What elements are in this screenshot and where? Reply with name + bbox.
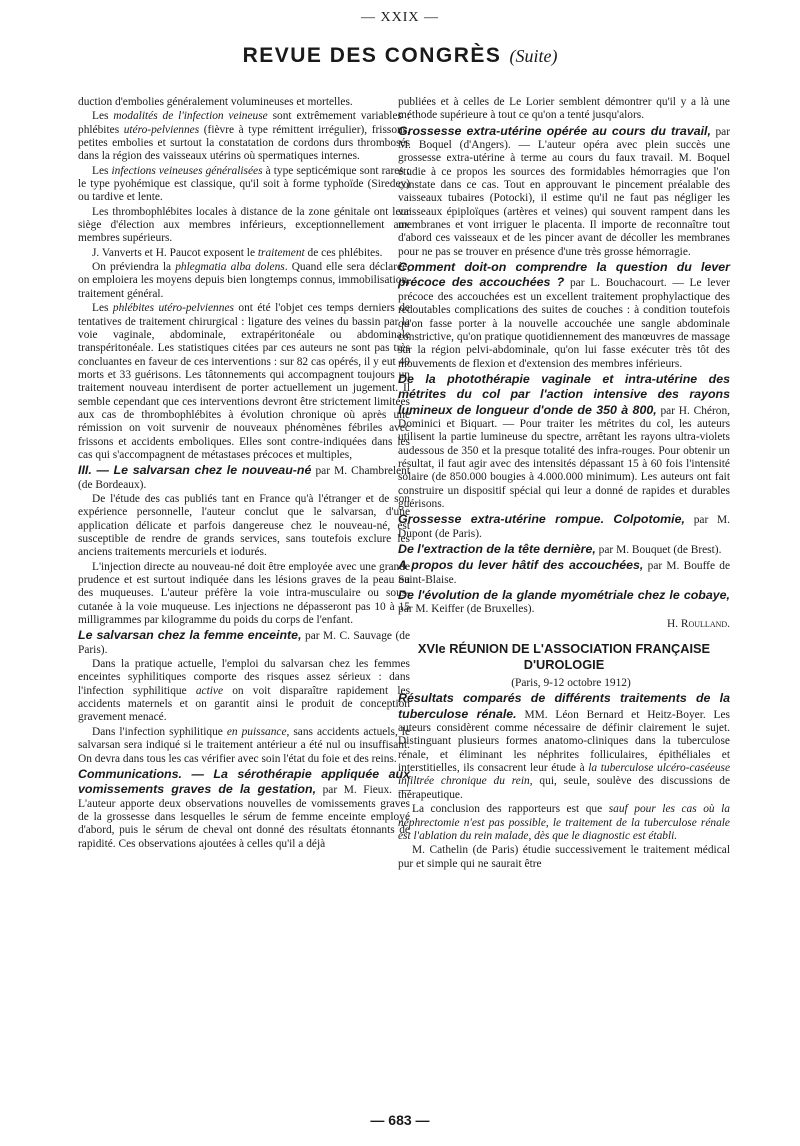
- paragraph: L'injection directe au nouveau-né doit être employée avec une grande prudence et est surtout indiquée dans les lésions graves de la peau ou des muqueuses. L'auteur préfère la voie intra-musculaire ou sous-cutanée à la voie muqueuse. Les injections ne dépasseront pas 10 à 15 milligrammes par kilogramme du poids du corps de l'enfant.: [78, 560, 410, 627]
- paragraph: Les infections veineuses généralisées à type septicémique sont rares : le type pyohémique est classique, qu'il soit à forme typhoïde (Siredey) ou tardive et lente.: [78, 164, 410, 204]
- page-roman-numeral: — XXIX —: [361, 10, 439, 25]
- right-column: publiées et à celles de Le Lorier semblent démontrer qu'il y a là une méthode supérieure à tout ce qu'on a tenté jusqu'alors. Grossesse extra-utérine opérée au cours du travail, par M. Boquel (d'Angers). — L'auteur opéra avec plein succès une grossesse extra-utérine à terme au cours du faux travail. M. Boquel étudie à ce propos les sources des formidables hémorragies que l'on constate dans ce cas. Tout en approuvant le pincement préalable des vaisseaux tubaires (Potocki), il estime qu'il ne faut pas négliger les vaisseaux épiploïques (artères et veines) qui souvent rampent dans les membranes et vont irriguer le placenta. Il importe de reconnaître tout d'abord ces vaisseaux et de les pincer avant de décoller les membranes pour ne pas se trouver en présence d'une très grosse hémorragie. Comment doit-on comprendre la question du lever précoce des accouchées ? par L. Bouchacourt. — Le lever précoce des accouchées est un excellent traitement prophylactique des redoutables complications des suites de couches : à condition toutefois qu'on fasse porter à la nouvelle accouchée une sangle abdominale constrictive, qu'on pratique quotidiennement des manœuvres de massage sur la région pelvi-abdominale, qu'on lui fasse exécuter très tôt des mouvements de flexion et d'extension des membres inférieurs. De la photothérapie vaginale et intra-utérine des métrites du col par l'action intensive des rayons lumineux de longueur d'onde de 350 à 800, par H. Chéron, Dominici et Biquart. — Pour traiter les métrites du col, les auteurs utilisent la partie lumineuse du spectre, arrêtant les rayons ultra-violets audessous de 350 et la presque totalité des infra-rouges. Pour obtenir un résultat, il faut agir avec des intensités dépassant 15 à 60 fois l'intensité solaire (de 850.000 bougies à 4.000.000 minimum). Les auteurs ont fait construire un dispositif spécial qui leur a donné de rapides et durables guérisons. Grossesse extra-utérine rompue. Colpotomie, par M. Dupont (de Paris). De l'extraction de la tête dernière, par M. Bouquet (de Brest). A propos du lever hâtif des accouchées, par M. Bouffe de Saint-Blaise. De l'évolution de la glande myométriale chez le cobaye, par M. Keiffer (de Bruxelles). H. Roulland. XVIe RÉUNION DE L'ASSOCIATION FRANÇAISE D'UROLOGIE (Paris, 9-12 octobre 1912) Résultats comparés de différents traitements de la tuberculose rénale. MM. Léon Bernard et Heitz-Boyer. Les auteurs considèrent comme nécessaire de définir clairement le sujet. Distinguant plusieurs formes anatomo-cliniques dans la tuberculose rénale, et éliminant les néphrites folliculaires, épithéliales et interstitielles, ils consacrent leur étude à la tuberculose ulcéro-caséeuse infiltrée chronique du rein, qui, seule, soulève des discussions de thérapeutique. La conclusion des rapporteurs est que sauf pour les cas où la néphrectomie n'est pas possible, le traitement de la tuberculose rénale est l'ablation du rein malade, dès que le diagnostic est établi. M. Cathelin (de Paris) étudie successivement le traitement médical pur et simple qui ne saurait être: [398, 96, 731, 870]
- author-signature: H. Roulland.: [666, 617, 730, 630]
- section-subtitle: (Paris, 9-12 octobre 1912): [511, 677, 631, 690]
- paragraph: J. Vanverts et H. Paucot exposent le traitement de ces phlébites.: [92, 246, 383, 259]
- paragraph: La conclusion des rapporteurs est que sauf pour les cas où la néphrectomie n'est pas possible, le traitement de la tuberculose rénale est l'ablation du rein malade, dès que le diagnostic est établi.: [398, 803, 730, 842]
- header-suite: (Suite): [509, 46, 558, 66]
- paragraph: De l'étude des cas publiés tant en France qu'à l'étranger et de son expérience personnelle, l'auteur conclut que le salvarsan, d'une application délicate et parfois dangereuse chez le nouveau-né, est susceptible de rendre de grands services, sans toutefois exclure les anciens traitements mercuriels et iodurés.: [78, 492, 410, 559]
- paragraph: publiées et à celles de Le Lorier semblent démontrer qu'il y a là une méthode supérieure à tout ce qu'on a tenté jusqu'alors.: [398, 96, 730, 122]
- paragraph: On préviendra la phlegmatia alba dolens. Quand elle sera déclarée, on emploiera les moyens depuis bien longtemps connus, immobilisation, traitement général.: [78, 261, 410, 300]
- header-title: REVUE DES CONGRÈS: [242, 44, 502, 67]
- paragraph: Les phlébites utéro-pelviennes ont été l'objet ces temps derniers de tentatives de traitement chirurgical : ligature des veines du bassin par la voie vaginale, abdominale, extrapéritonéale ou abdominale transpéritonéale. Les statistiques citées par ces auteurs ne sont pas très concluantes en faveur de ces interventions : sur 82 cas opérés, il y eut 49 morts et 33 guérisons. Les tâtonnements qui accompagnent toujours un traitement nouveau interdisent de porter actuellement un jugement. Il semble cependant que ces interventions devront être strictement limitées aux cas de thrombophlébites à évolution chronique où après une rémission on voit survenir de nouveaux phénomènes fébriles avec frissons et accidents emboliques. Elles sont contre-indiquées dans les cas qui s'accompagnent de métastases précoces et multiples,: [78, 302, 410, 461]
- section-title: XVIe RÉUNION DE L'ASSOCIATION FRANÇAISE D'UROLOGIE: [417, 641, 711, 673]
- page-header: [0, 44, 800, 68]
- paragraph: M. Cathelin (de Paris) étudie successivement le traitement médical pur et simple qui ne saurait être: [398, 844, 730, 870]
- paragraph: Dans l'infection syphilitique en puissance, sans accidents actuels, le salvarsan sera indiqué si le traitement antérieur a été nul ou insuffisant. On devra dans tous les cas vérifier avec soin l'état du foie et des reins.: [78, 725, 410, 765]
- paragraph: Les modalités de l'infection veineuse sont extrêmement variables : phlébites utéro-pelviennes (fièvre à type rémittent irrégulier), frissons, petites embolies et surtout la constatation de cordons durs thrombosés dans la région des vaisseaux utérins où spermatiques internes.: [78, 110, 410, 163]
- paragraph: Dans la pratique actuelle, l'emploi du salvarsan chez les femmes enceintes syphilitiques comporte des risques assez sérieux : dans l'infection syphilitique active on voit disparaître rapidement les accidents maternels et on garantit ainsi le produit de conception gravement menacé.: [78, 658, 410, 724]
- left-column: duction d'embolies généralement volumineuses et mortelles. Les modalités de l'infection veineuse sont extrêmement variables : phlébites utéro-pelviennes (fièvre à type rémittent irrégulier), frissons, petites embolies et surtout la constatation de cordons durs thrombosés dans la région des vaisseaux utérins où spermatiques internes. Les infections veineuses généralisées à type septicémique sont rares : le type pyohémique est classique, qu'il soit à forme typhoïde (Siredey) ou tardive et lente. Les thrombophlébites locales à distance de la zone génitale ont leur siège d'élection aux membres inférieurs, exceptionnellement aux membres supérieurs. J. Vanverts et H. Paucot exposent le traitement de ces phlébites. On préviendra la phlegmatia alba dolens. Quand elle sera déclarée, on emploiera les moyens depuis bien longtemps connus, immobilisation, traitement général. Les phlébites utéro-pelviennes ont été l'objet ces temps derniers de tentatives de traitement chirurgical : ligature des veines du bassin par la voie vaginale, abdominale, extrapéritonéale ou abdominale transpéritonéale. Les statistiques citées par ces auteurs ne sont pas très concluantes en faveur de ces interventions : sur 82 cas opérés, il y eut 49 morts et 33 guérisons. Les tâtonnements qui accompagnent toujours un traitement nouveau interdisent de porter actuellement un jugement. Il semble cependant que ces interventions devront être strictement limitées aux cas de thrombophlébites à évolution chronique où après une rémission on voit survenir de nouveaux phénomènes fébriles avec frissons et accidents emboliques. Elles sont contre-indiquées dans les cas qui s'accompagnent de métastases précoces et multiples, III. — Le salvarsan chez le nouveau-né par M. Chambrelent (de Bordeaux). De l'étude des cas publiés tant en France qu'à l'étranger et de son expérience personnelle, l'auteur conclut que le salvarsan, d'une application délicate et parfois dangereuse chez le nouveau-né, est susceptible de rendre de grands services, sans toutefois exclure les anciens traitements mercuriels et iodurés. L'injection directe au nouveau-né doit être employée avec une grande prudence et est surtout indiquée dans les lésions graves de la peau ou des muqueuses. L'auteur préfère la voie intra-musculaire ou sous-cutanée à la voie muqueuse. Les injections ne dépasseront pas 10 à 15 milligrammes par kilogramme du poids du corps de l'enfant. Le salvarsan chez la femme enceinte, par M. C. Sauvage (de Paris). Dans la pratique actuelle, l'emploi du salvarsan chez les femmes enceintes syphilitiques comporte des risques assez sérieux : dans l'infection syphilitique active on voit disparaître rapidement les accidents maternels et on garantit ainsi le produit de conception gravement menacé. Dans l'infection syphilitique en puissance, sans accidents actuels, le salvarsan sera indiqué si le traitement antérieur a été nul ou insuffisant. On devra dans tous les cas vérifier avec soin l'état du foie et des reins. Communications. — La sérothérapie appliquée aux vomissements graves de la gestation, par M. Fieux. — L'auteur apporte deux observations nouvelles de vomissements graves de la grossesse dans lesquelles le sérum de femme enceinte employé d'abord, puis le sérum de cheval ont donné des résultats étonnants de rapidité. Ces observations ajoutées à celles qu'il a déjà: [78, 96, 410, 850]
- paragraph: Les thrombophlébites locales à distance de la zone génitale ont leur siège d'élection aux membres inférieurs, exceptionnellement aux membres supérieurs.: [78, 205, 410, 245]
- paragraph: duction d'embolies généralement volumineuses et mortelles.: [78, 96, 353, 108]
- page-number: — 683 —: [370, 1112, 430, 1128]
